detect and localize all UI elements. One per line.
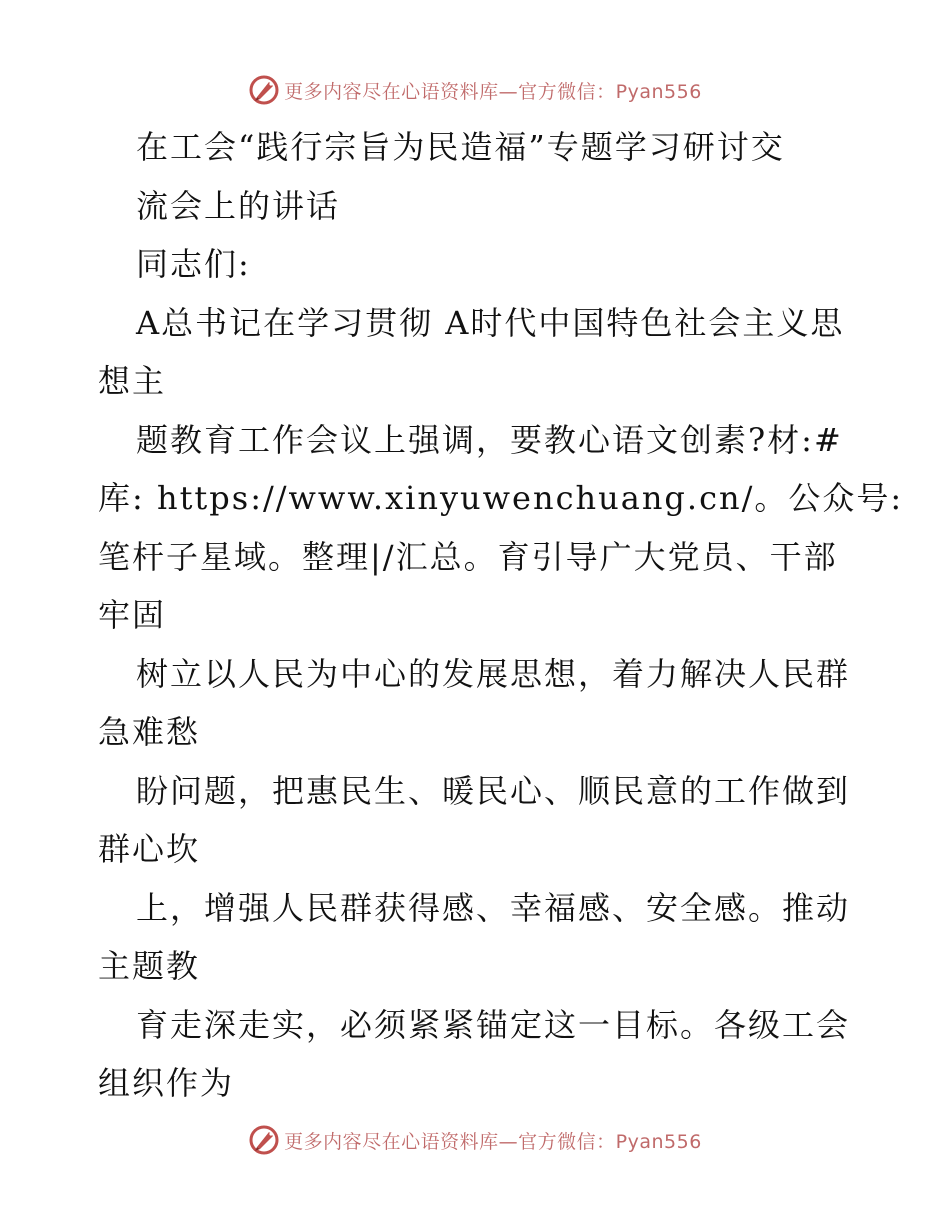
text-line: 组织作为 — [98, 1064, 235, 1102]
text-line: A总书记在学习贯彻 A时代中国特色社会主义思 — [136, 303, 845, 342]
text-line: 急难愁 — [98, 713, 201, 751]
pen-nib-logo-icon — [248, 74, 280, 106]
text-line: 想主 — [98, 362, 167, 400]
text-line: 牢固 — [98, 596, 167, 634]
text-line: 群心坎 — [98, 830, 201, 868]
watermark-text: 更多内容尽在心语资料库—官方微信：Pyan556 — [284, 80, 702, 103]
text-line: 上，增强人民群获得感、幸福感、安全感。推动 — [136, 888, 851, 927]
watermark-text: 更多内容尽在心语资料库—官方微信：Pyan556 — [284, 1130, 702, 1153]
text-line: 在工会“践行宗旨为民造福”专题学习研讨交 — [136, 128, 785, 166]
text-line: 主题教 — [98, 947, 201, 985]
text-line: 题教育工作会议上强调，要教心语文创素?材:# — [136, 420, 843, 459]
pen-nib-logo-icon — [248, 1124, 280, 1156]
text-line: 笔杆子星域。整理|/汇总。育引导广大党员、干部 — [98, 537, 838, 576]
footer-watermark — [0, 1120, 950, 1160]
text-line: 树立以人民为中心的发展思想，着力解决人民群 — [136, 654, 851, 693]
document-body — [98, 118, 904, 1113]
text-line: 盼问题，把惠民生、暖民心、顺民意的工作做到 — [136, 771, 851, 810]
text-line: 流会上的讲话 — [136, 186, 341, 225]
text-line: 育走深走实，必须紧紧锚定这一目标。各级工会 — [136, 1005, 851, 1044]
text-line: 同志们: — [136, 245, 251, 283]
header-watermark — [0, 70, 950, 110]
text-line: 库: https://www.xinyuwenchuang.cn/。公众号: — [98, 479, 904, 517]
